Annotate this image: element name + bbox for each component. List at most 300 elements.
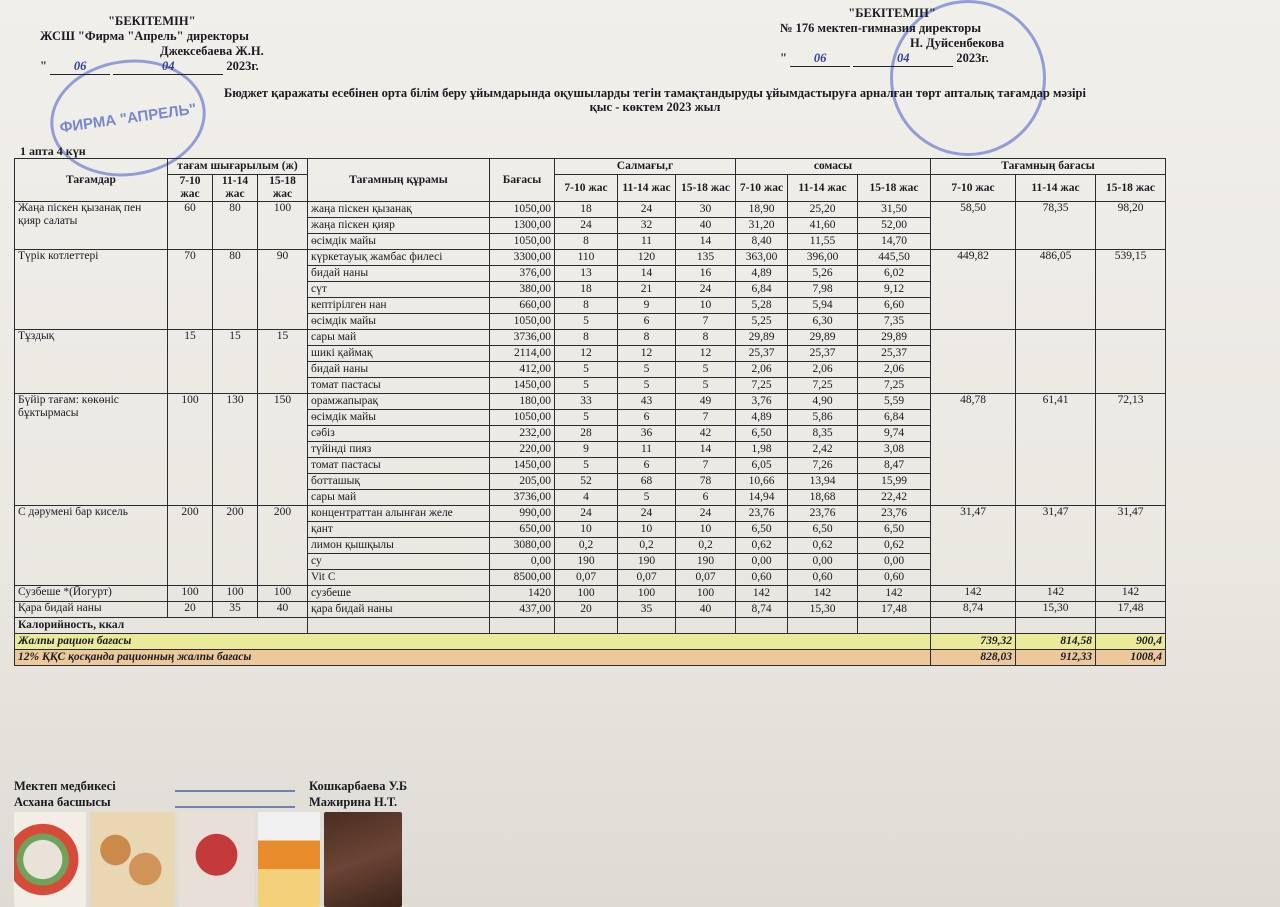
sum-age2: 0,60	[788, 570, 858, 586]
ingredient-price: 232,00	[490, 426, 555, 442]
dish-yield: 70	[168, 250, 213, 330]
sum-age3: 5,59	[858, 394, 931, 410]
yogurt-photo	[258, 812, 320, 907]
dish-total-price: 98,20	[1096, 202, 1166, 250]
sum-age1: 4,89	[736, 266, 788, 282]
ingredient-name: өсімдік майы	[308, 314, 490, 330]
sum-age3: 15,99	[858, 474, 931, 490]
ingredient-price: 3736,00	[490, 330, 555, 346]
ingredient-price: 0,00	[490, 554, 555, 570]
ingredient-price: 1300,00	[490, 218, 555, 234]
document-title	[130, 86, 1180, 114]
weight-age3: 49	[676, 394, 736, 410]
weight-age3: 78	[676, 474, 736, 490]
sum-age1: 3,76	[736, 394, 788, 410]
dish-yield: 200	[258, 506, 308, 586]
weight-age3: 0,2	[676, 538, 736, 554]
weight-age2: 12	[618, 346, 676, 362]
sum-age2: 7,26	[788, 458, 858, 474]
sum-age2: 13,94	[788, 474, 858, 490]
sum-age2: 41,60	[788, 218, 858, 234]
ingredient-price: 1450,00	[490, 458, 555, 474]
weight-age2: 8	[618, 330, 676, 346]
dish-yield: 80	[213, 202, 258, 250]
dish-total-price: 449,82	[931, 250, 1016, 330]
date-year: 2023г.	[226, 59, 259, 73]
total-label: Жалпы рацион бағасы	[15, 634, 931, 650]
dish-name: Түрік котлеттері	[15, 250, 168, 330]
weight-age1: 5	[555, 314, 618, 330]
weight-age3: 7	[676, 458, 736, 474]
ingredient-price: 1050,00	[490, 314, 555, 330]
ingredient-price: 376,00	[490, 266, 555, 282]
title-line1: Бюджет қаражаты есебінен орта білім беру ұйымдарында оқушыларды тегін тамақтандыруды ұйымдастыруға арналған төрт апталық тағамдар мәзірі	[224, 86, 1086, 100]
date-year: 2023г.	[956, 51, 989, 65]
approval-right	[780, 6, 1004, 67]
header-age: 15-18 жас	[1096, 175, 1166, 202]
date-month: 04	[113, 59, 223, 75]
sum-age2: 5,26	[788, 266, 858, 282]
weight-age1: 9	[555, 442, 618, 458]
ingredient-name: сузбеше	[308, 586, 490, 602]
date-day: 06	[50, 59, 110, 75]
sum-age3: 9,74	[858, 426, 931, 442]
signatures	[14, 778, 408, 810]
weight-age2: 14	[618, 266, 676, 282]
dish-yield: 60	[168, 202, 213, 250]
sum-age3: 0,60	[858, 570, 931, 586]
sum-age1: 6,50	[736, 522, 788, 538]
weight-age2: 10	[618, 522, 676, 538]
ingredient-name: күркетауық жамбас филесі	[308, 250, 490, 266]
ingredient-price: 650,00	[490, 522, 555, 538]
sum-age1: 142	[736, 586, 788, 602]
header-age: 11-14 жас	[213, 175, 258, 202]
weight-age1: 4	[555, 490, 618, 506]
sum-age2: 0,00	[788, 554, 858, 570]
dish-yield: 200	[168, 506, 213, 586]
sum-age2: 6,30	[788, 314, 858, 330]
ingredient-price: 3080,00	[490, 538, 555, 554]
sum-age3: 2,06	[858, 362, 931, 378]
dish-yield: 150	[258, 394, 308, 506]
approval-right-date	[780, 51, 1004, 67]
ingredient-price: 220,00	[490, 442, 555, 458]
ingredient-name: сәбіз	[308, 426, 490, 442]
salad-photo	[14, 812, 86, 907]
sum-age1: 18,90	[736, 202, 788, 218]
sum-age3: 6,02	[858, 266, 931, 282]
dish-yield: 20	[168, 602, 213, 618]
sum-age3: 31,50	[858, 202, 931, 218]
sum-age3: 23,76	[858, 506, 931, 522]
ingredient-name: бидай наны	[308, 266, 490, 282]
ingredient-name: томат пастасы	[308, 378, 490, 394]
sum-age2: 18,68	[788, 490, 858, 506]
sum-age2: 396,00	[788, 250, 858, 266]
dish-yield: 35	[213, 602, 258, 618]
dish-name: Бүйір тағам: көкөніс бұктырмасы	[15, 394, 168, 506]
sum-age3: 52,00	[858, 218, 931, 234]
ingredient-name: өсімдік майы	[308, 410, 490, 426]
ingredient-price: 180,00	[490, 394, 555, 410]
dish-total-price: 48,78	[931, 394, 1016, 506]
dish-total-price: 8,74	[931, 602, 1016, 618]
sum-age1: 8,40	[736, 234, 788, 250]
weight-age2: 35	[618, 602, 676, 618]
date-month: 04	[853, 51, 953, 67]
dish-total-price: 142	[1016, 586, 1096, 602]
ingredient-row	[15, 506, 1166, 522]
date-day: 06	[790, 51, 850, 67]
weight-age1: 28	[555, 426, 618, 442]
ingredient-price: 3736,00	[490, 490, 555, 506]
header-dish: Тағамдар	[15, 159, 168, 202]
sum-age3: 6,60	[858, 298, 931, 314]
weight-age3: 190	[676, 554, 736, 570]
ingredient-name: түйінді пияз	[308, 442, 490, 458]
sum-age2: 23,76	[788, 506, 858, 522]
dish-yield: 15	[258, 330, 308, 394]
dish-name: Жаңа піскен қызанақ пен қияр салаты	[15, 202, 168, 250]
cutlets-photo	[90, 812, 175, 907]
sum-age1: 1,98	[736, 442, 788, 458]
dish-yield: 15	[168, 330, 213, 394]
sum-age1: 31,20	[736, 218, 788, 234]
vat-label: 12% ҚҚС қосқанда рационның жалпы бағасы	[15, 650, 931, 666]
header-weight: Салмағы,г	[555, 159, 736, 175]
header-age: 15-18 жас	[858, 175, 931, 202]
ingredient-name: қант	[308, 522, 490, 538]
weight-age2: 190	[618, 554, 676, 570]
weight-age3: 10	[676, 298, 736, 314]
ingredient-name: лимон қышқылы	[308, 538, 490, 554]
sum-age3: 7,25	[858, 378, 931, 394]
sum-age2: 6,50	[788, 522, 858, 538]
weight-age2: 5	[618, 378, 676, 394]
sum-age2: 29,89	[788, 330, 858, 346]
dish-name: Сузбеше *(Йогурт)	[15, 586, 168, 602]
sum-age1: 5,25	[736, 314, 788, 330]
weight-age3: 40	[676, 218, 736, 234]
header-age: 7-10 жас	[736, 175, 788, 202]
sum-age2: 25,20	[788, 202, 858, 218]
ingredient-price: 660,00	[490, 298, 555, 314]
weight-age1: 18	[555, 202, 618, 218]
total-row	[15, 634, 1166, 650]
ingredient-price: 1050,00	[490, 410, 555, 426]
sum-age3: 25,37	[858, 346, 931, 362]
sum-age1: 29,89	[736, 330, 788, 346]
weight-age1: 100	[555, 586, 618, 602]
weight-age2: 68	[618, 474, 676, 490]
ingredient-name: жаңа піскен қызанақ	[308, 202, 490, 218]
sum-age3: 3,08	[858, 442, 931, 458]
sum-age2: 8,35	[788, 426, 858, 442]
dish-name: Қара бидай наны	[15, 602, 168, 618]
ingredient-price: 437,00	[490, 602, 555, 618]
dish-yield: 100	[258, 202, 308, 250]
sauce-photo	[179, 812, 254, 907]
weight-age2: 11	[618, 442, 676, 458]
ingredient-name: жаңа піскен қияр	[308, 218, 490, 234]
sum-age2: 2,06	[788, 362, 858, 378]
sum-age3: 22,42	[858, 490, 931, 506]
weight-age3: 100	[676, 586, 736, 602]
dish-total-price: 17,48	[1096, 602, 1166, 618]
ingredient-row	[15, 586, 1166, 602]
ingredient-name: қара бидай наны	[308, 602, 490, 618]
dish-total-price: 486,05	[1016, 250, 1096, 330]
ingredient-row	[15, 394, 1166, 410]
sum-age3: 6,50	[858, 522, 931, 538]
ingredient-price: 990,00	[490, 506, 555, 522]
weight-age1: 110	[555, 250, 618, 266]
week-label: 1 апта 4 күн	[20, 144, 86, 158]
weight-age1: 10	[555, 522, 618, 538]
header-age: 7-10 жас	[555, 175, 618, 202]
header-age: 11-14 жас	[618, 175, 676, 202]
weight-age1: 52	[555, 474, 618, 490]
sum-age1: 0,60	[736, 570, 788, 586]
ingredient-price: 1050,00	[490, 202, 555, 218]
dish-total-price: 78,35	[1016, 202, 1096, 250]
vat-row	[15, 650, 1166, 666]
sum-age1: 23,76	[736, 506, 788, 522]
header-age: 15-18 жас	[676, 175, 736, 202]
ingredient-name: сүт	[308, 282, 490, 298]
sum-age1: 14,94	[736, 490, 788, 506]
ingredient-name: кептірілген нан	[308, 298, 490, 314]
dish-yield: 100	[168, 394, 213, 506]
ingredient-price: 380,00	[490, 282, 555, 298]
total-value: 900,4	[1096, 634, 1166, 650]
sum-age2: 2,42	[788, 442, 858, 458]
dish-yield: 100	[168, 586, 213, 602]
weight-age1: 5	[555, 378, 618, 394]
dish-yield: 90	[258, 250, 308, 330]
calories-row	[15, 618, 1166, 634]
dish-yield: 40	[258, 602, 308, 618]
header-age: 11-14 жас	[1016, 175, 1096, 202]
dish-total-price: 61,41	[1016, 394, 1096, 506]
weight-age2: 24	[618, 506, 676, 522]
dish-total-price: 31,47	[931, 506, 1016, 586]
bread-photo	[324, 812, 402, 907]
weight-age1: 5	[555, 362, 618, 378]
sum-age1: 25,37	[736, 346, 788, 362]
approval-left	[40, 14, 264, 75]
weight-age1: 18	[555, 282, 618, 298]
ingredient-row	[15, 602, 1166, 618]
header-age: 15-18 жас	[258, 175, 308, 202]
weight-age3: 7	[676, 314, 736, 330]
weight-age1: 190	[555, 554, 618, 570]
weight-age3: 14	[676, 442, 736, 458]
header-dish-price: Тағамның бағасы	[931, 159, 1166, 175]
sum-age2: 142	[788, 586, 858, 602]
header-yield: тағам шығарылым (ж)	[168, 159, 308, 175]
weight-age1: 8	[555, 330, 618, 346]
sum-age3: 7,35	[858, 314, 931, 330]
sum-age2: 7,98	[788, 282, 858, 298]
sum-age2: 4,90	[788, 394, 858, 410]
approval-left-line1: ЖСШ "Фирма "Апрель" директоры	[40, 29, 249, 43]
ingredient-name: шикі қаймақ	[308, 346, 490, 362]
weight-age1: 8	[555, 234, 618, 250]
dish-total-price: 31,47	[1096, 506, 1166, 586]
sum-age3: 8,47	[858, 458, 931, 474]
dish-total-price: 31,47	[1016, 506, 1096, 586]
weight-age2: 6	[618, 458, 676, 474]
sum-age1: 0,00	[736, 554, 788, 570]
sum-age1: 6,84	[736, 282, 788, 298]
vat-value: 1008,4	[1096, 650, 1166, 666]
dish-yield: 15	[213, 330, 258, 394]
date-quote: "	[780, 51, 787, 65]
weight-age3: 16	[676, 266, 736, 282]
title-line2: қыс - көктем 2023 жыл	[589, 100, 721, 114]
sum-age1: 8,74	[736, 602, 788, 618]
weight-age3: 24	[676, 282, 736, 298]
sum-age1: 6,05	[736, 458, 788, 474]
sum-age1: 2,06	[736, 362, 788, 378]
approval-left-title: "БЕКІТЕМІН"	[108, 14, 196, 28]
weight-age1: 12	[555, 346, 618, 362]
calories-label: Калорийность, ккал	[15, 618, 308, 634]
weight-age1: 20	[555, 602, 618, 618]
weight-age3: 10	[676, 522, 736, 538]
weight-age2: 9	[618, 298, 676, 314]
sum-age3: 0,00	[858, 554, 931, 570]
sum-age1: 363,00	[736, 250, 788, 266]
ingredient-row	[15, 250, 1166, 266]
weight-age2: 6	[618, 314, 676, 330]
ingredient-name: ботташық	[308, 474, 490, 490]
nurse-label: Мектеп медбикесі	[14, 779, 116, 793]
dish-name: С дәрумені бар кисель	[15, 506, 168, 586]
weight-age2: 32	[618, 218, 676, 234]
sum-age2: 25,37	[788, 346, 858, 362]
ingredient-price: 1450,00	[490, 378, 555, 394]
ingredient-name: Vit C	[308, 570, 490, 586]
sum-age1: 6,50	[736, 426, 788, 442]
sum-age2: 5,86	[788, 410, 858, 426]
sum-age3: 445,50	[858, 250, 931, 266]
ingredient-price: 412,00	[490, 362, 555, 378]
sum-age2: 15,30	[788, 602, 858, 618]
dish-yield: 100	[258, 586, 308, 602]
weight-age2: 5	[618, 490, 676, 506]
approval-right-title: "БЕКІТЕМІН"	[848, 6, 936, 20]
sum-age2: 11,55	[788, 234, 858, 250]
sum-age1: 4,89	[736, 410, 788, 426]
sum-age3: 0,62	[858, 538, 931, 554]
weight-age3: 12	[676, 346, 736, 362]
sum-age3: 6,84	[858, 410, 931, 426]
sum-age1: 10,66	[736, 474, 788, 490]
weight-age3: 5	[676, 362, 736, 378]
weight-age2: 5	[618, 362, 676, 378]
dish-total-price: 58,50	[931, 202, 1016, 250]
header-composition: Тағамның құрамы	[308, 159, 490, 202]
weight-age2: 0,2	[618, 538, 676, 554]
total-value: 814,58	[1016, 634, 1096, 650]
ingredient-name: сары май	[308, 490, 490, 506]
weight-age3: 0,07	[676, 570, 736, 586]
approval-left-line2: Джексебаева Ж.Н.	[160, 44, 264, 58]
weight-age3: 30	[676, 202, 736, 218]
weight-age2: 43	[618, 394, 676, 410]
dish-yield: 80	[213, 250, 258, 330]
ingredient-name: концентраттан алынған желе	[308, 506, 490, 522]
stamp-text: ФИРМА "АПРЕЛЬ"	[58, 99, 198, 137]
ingredient-name: орамжапырақ	[308, 394, 490, 410]
weight-age2: 21	[618, 282, 676, 298]
weight-age1: 0,07	[555, 570, 618, 586]
ingredient-name: томат пастасы	[308, 458, 490, 474]
ingredient-row	[15, 202, 1166, 218]
weight-age2: 36	[618, 426, 676, 442]
sum-age2: 5,94	[788, 298, 858, 314]
dish-total-price: 539,15	[1096, 250, 1166, 330]
sum-age3: 17,48	[858, 602, 931, 618]
nurse-name: Кошкарбаева У.Б	[309, 779, 408, 793]
weight-age3: 42	[676, 426, 736, 442]
weight-age3: 24	[676, 506, 736, 522]
sum-age2: 0,62	[788, 538, 858, 554]
menu-table	[14, 158, 1166, 666]
ingredient-name: су	[308, 554, 490, 570]
header-price: Бағасы	[490, 159, 555, 202]
ingredient-price: 8500,00	[490, 570, 555, 586]
ingredient-price: 3300,00	[490, 250, 555, 266]
dish-total-price: 15,30	[1016, 602, 1096, 618]
dish-total-price: 142	[931, 586, 1016, 602]
vat-value: 912,33	[1016, 650, 1096, 666]
weight-age2: 0,07	[618, 570, 676, 586]
dish-yield: 200	[213, 506, 258, 586]
weight-age3: 40	[676, 602, 736, 618]
weight-age1: 24	[555, 506, 618, 522]
sum-age3: 9,12	[858, 282, 931, 298]
approval-right-line1: № 176 мектеп-гимназия директоры	[780, 21, 982, 35]
dish-name: Тұздық	[15, 330, 168, 394]
ingredient-name: бидай наны	[308, 362, 490, 378]
header-age: 11-14 жас	[788, 175, 858, 202]
weight-age1: 13	[555, 266, 618, 282]
chef-name: Мажирина Н.Т.	[309, 795, 398, 809]
weight-age3: 14	[676, 234, 736, 250]
weight-age1: 8	[555, 298, 618, 314]
sum-age3: 29,89	[858, 330, 931, 346]
ingredient-price: 205,00	[490, 474, 555, 490]
weight-age1: 24	[555, 218, 618, 234]
header-age: 7-10 жас	[931, 175, 1016, 202]
weight-age1: 5	[555, 410, 618, 426]
sum-age2: 7,25	[788, 378, 858, 394]
ingredient-row	[15, 330, 1166, 346]
weight-age2: 120	[618, 250, 676, 266]
weight-age3: 7	[676, 410, 736, 426]
weight-age2: 24	[618, 202, 676, 218]
weight-age1: 0,2	[555, 538, 618, 554]
sum-age1: 5,28	[736, 298, 788, 314]
dish-total-price	[931, 330, 1016, 394]
sum-age1: 7,25	[736, 378, 788, 394]
header-sum: сомасы	[736, 159, 931, 175]
sum-age3: 14,70	[858, 234, 931, 250]
